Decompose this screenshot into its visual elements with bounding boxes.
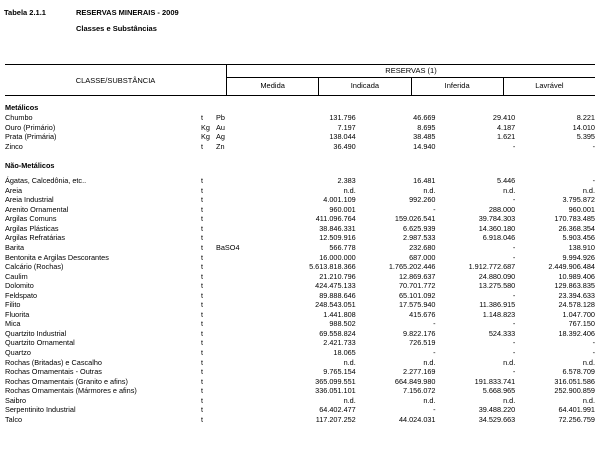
cell-lavravel: 5.903.456 xyxy=(562,233,595,243)
cell-lavravel: 767.150 xyxy=(568,319,595,329)
cell-substance: Saibro xyxy=(5,395,27,405)
cell-indicada: 7.156.072 xyxy=(403,386,436,396)
cell-unit: t xyxy=(201,262,204,272)
cell-medida: 336.051.101 xyxy=(315,386,356,396)
cell-medida: 4.001.109 xyxy=(323,195,356,205)
cell-inferida: 6.918.046 xyxy=(482,233,516,243)
table-row xyxy=(5,233,595,243)
cell-lavravel: - xyxy=(592,176,595,186)
cell-substance: Serpentinito Industrial xyxy=(5,405,76,415)
cell-symbol xyxy=(216,281,276,291)
cell-unit: t xyxy=(201,141,204,151)
cell-substance: Mica xyxy=(5,319,21,329)
cell-substance: Rochas Ornamentais - Outras xyxy=(5,367,102,377)
cell-indicada: 70.701.772 xyxy=(398,281,436,291)
reservas-subheaders xyxy=(226,77,595,95)
cell-substance: Ouro (Primário) xyxy=(5,122,56,132)
cell-symbol: BaSO4 xyxy=(216,243,240,253)
cell-substance: Quartzo xyxy=(5,348,31,358)
cell-inferida: 34.529.663 xyxy=(478,414,516,424)
cell-symbol xyxy=(216,205,276,215)
section-title: Não-Metálicos xyxy=(5,161,55,171)
cell-inferida: - xyxy=(512,367,516,377)
cell-indicada: 232.680 xyxy=(409,243,436,253)
table-row xyxy=(5,358,595,368)
table-body xyxy=(5,103,595,424)
cell-inferida: 5.668.965 xyxy=(482,386,516,396)
cell-substance: Zinco xyxy=(5,141,23,151)
cell-unit: t xyxy=(201,357,204,367)
table-title: RESERVAS MINERAIS - 2009 xyxy=(76,8,179,17)
cell-inferida: 29.410 xyxy=(492,113,516,122)
cell-medida: 248.543.051 xyxy=(315,300,356,310)
cell-unit: Kg xyxy=(201,132,210,142)
cell-lavravel: 72.256.759 xyxy=(558,414,595,424)
table-row xyxy=(5,272,595,282)
cell-lavravel: n.d. xyxy=(582,357,595,367)
cell-medida: 988.502 xyxy=(329,319,356,329)
cell-lavravel: 14.010 xyxy=(572,122,595,132)
table-row xyxy=(5,123,595,133)
cell-lavravel: 6.578.709 xyxy=(562,367,595,377)
cell-lavravel: 64.401.991 xyxy=(558,405,595,415)
cell-indicada: 17.575.940 xyxy=(398,300,436,310)
cell-indicada: 9.822.176 xyxy=(403,328,436,338)
table-row xyxy=(5,415,595,425)
cell-indicada: 2.277.169 xyxy=(403,367,436,377)
cell-symbol xyxy=(216,310,276,320)
cell-medida: 21.210.796 xyxy=(319,271,356,281)
cell-unit: t xyxy=(201,185,204,195)
cell-unit: t xyxy=(201,338,204,348)
cell-indicada: 415.676 xyxy=(409,309,436,319)
cell-indicada: - xyxy=(433,319,436,329)
cell-unit: t xyxy=(201,386,204,396)
cell-lavravel: 9.994.926 xyxy=(562,252,595,262)
cell-lavravel: 8.221 xyxy=(576,113,595,122)
cell-indicada: - xyxy=(433,204,436,214)
cell-symbol xyxy=(216,300,276,310)
cell-lavravel: 129.863.835 xyxy=(554,281,595,291)
cell-inferida: 1.621 xyxy=(496,132,516,142)
cell-medida: 7.197 xyxy=(337,122,356,132)
cell-symbol xyxy=(216,214,276,224)
cell-symbol xyxy=(216,224,276,234)
table-subtitle: Classes e Substâncias xyxy=(76,24,157,33)
cell-medida: 1.441.808 xyxy=(323,309,356,319)
cell-inferida: - xyxy=(512,195,516,205)
cell-lavravel: n.d. xyxy=(582,395,595,405)
cell-medida: 365.099.551 xyxy=(315,376,356,386)
table-row xyxy=(5,224,595,234)
col-reservas-header: RESERVAS (1) xyxy=(226,65,595,78)
cell-indicada: 726.519 xyxy=(409,338,436,348)
cell-inferida: 13.275.580 xyxy=(478,281,516,291)
cell-indicada: 14.940 xyxy=(413,141,436,151)
cell-symbol xyxy=(216,415,276,425)
cell-indicada: - xyxy=(433,405,436,415)
cell-medida: 2.383 xyxy=(337,176,356,186)
cell-medida: 36.490 xyxy=(333,141,356,151)
table-row xyxy=(5,113,595,123)
cell-unit: t xyxy=(201,405,204,415)
table-row xyxy=(5,132,595,142)
cell-inferida: - xyxy=(512,141,516,151)
cell-symbol: Au xyxy=(216,122,225,132)
cell-unit: t xyxy=(201,328,204,338)
cell-substance: Feldspato xyxy=(5,290,38,300)
cell-unit: t xyxy=(201,214,204,224)
table-row xyxy=(5,214,595,224)
cell-substance: Argilas Comuns xyxy=(5,214,57,224)
cell-indicada: - xyxy=(433,348,436,358)
cell-inferida: 191.833.741 xyxy=(474,376,516,386)
cell-indicada: 1.765.202.446 xyxy=(388,262,436,272)
table-header xyxy=(5,64,595,96)
cell-symbol xyxy=(216,319,276,329)
cell-medida: 64.402.477 xyxy=(319,405,356,415)
cell-unit: t xyxy=(201,243,204,253)
cell-lavravel: 960.001 xyxy=(568,204,595,214)
cell-unit: t xyxy=(201,223,204,233)
cell-indicada: 65.101.092 xyxy=(398,290,436,300)
table-row xyxy=(5,319,595,329)
cell-inferida: - xyxy=(512,243,516,253)
cell-medida: n.d. xyxy=(343,185,356,195)
cell-inferida: n.d. xyxy=(503,185,516,195)
cell-lavravel: 170.783.485 xyxy=(554,214,595,224)
cell-indicada: 16.481 xyxy=(413,176,436,186)
cell-inferida: - xyxy=(512,338,516,348)
cell-inferida: 11.386.915 xyxy=(479,300,516,310)
table-row xyxy=(5,348,595,358)
cell-lavravel: 138.910 xyxy=(568,243,595,253)
cell-indicada: 6.625.939 xyxy=(403,223,436,233)
table-row xyxy=(5,396,595,406)
cell-inferida: - xyxy=(512,252,516,262)
cell-unit: t xyxy=(201,281,204,291)
cell-lavravel: - xyxy=(592,141,595,151)
cell-unit: t xyxy=(201,113,204,122)
cell-inferida: 39.784.303 xyxy=(478,214,516,224)
cell-lavravel: 3.795.872 xyxy=(562,195,595,205)
cell-substance: Rochas (Britadas) e Cascalho xyxy=(5,357,102,367)
cell-lavravel: 1.047.700 xyxy=(562,309,595,319)
cell-indicada: n.d. xyxy=(423,395,436,405)
cell-unit: t xyxy=(201,195,204,205)
cell-inferida: n.d. xyxy=(503,395,516,405)
cell-medida: 5.613.818.366 xyxy=(309,262,356,272)
cell-inferida: - xyxy=(512,290,516,300)
cell-substance: Bentonita e Argilas Descorantes xyxy=(5,252,109,262)
table-row xyxy=(5,291,595,301)
table-row xyxy=(5,243,595,253)
cell-substance: Talco xyxy=(5,414,23,424)
cell-unit: t xyxy=(201,204,204,214)
table-id: Tabela 2.1.1 xyxy=(4,8,46,17)
cell-indicada: 159.026.541 xyxy=(394,214,436,224)
cell-unit: t xyxy=(201,233,204,243)
table-row xyxy=(5,377,595,387)
cell-unit: t xyxy=(201,300,204,310)
cell-symbol xyxy=(216,233,276,243)
cell-symbol: Pb xyxy=(216,113,225,122)
col-lavravel-header: Lavrável xyxy=(503,77,595,95)
section-title: Metálicos xyxy=(5,103,39,112)
cell-substance: Quartzito Ornamental xyxy=(5,338,75,348)
cell-medida: 117.207.252 xyxy=(315,414,356,424)
cell-indicada: 12.869.637 xyxy=(398,271,436,281)
cell-lavravel: 252.900.859 xyxy=(554,386,595,396)
cell-symbol xyxy=(216,377,276,387)
cell-medida: 411.096.764 xyxy=(315,214,356,224)
table-row xyxy=(5,142,595,152)
cell-lavravel: 26.368.354 xyxy=(558,223,595,233)
cell-indicada: 2.987.533 xyxy=(403,233,436,243)
table-row xyxy=(5,186,595,196)
cell-symbol xyxy=(216,253,276,263)
cell-medida: 9.765.154 xyxy=(323,367,356,377)
table-row xyxy=(5,386,595,396)
cell-inferida: 39.488.220 xyxy=(478,405,516,415)
cell-substance: Calcário (Rochas) xyxy=(5,262,64,272)
cell-lavravel: 24.578.128 xyxy=(558,300,595,310)
cell-inferida: 524.333 xyxy=(488,328,516,338)
cell-indicada: 664.849.980 xyxy=(394,376,436,386)
cell-lavravel: - xyxy=(592,348,595,358)
cell-inferida: 1.148.823 xyxy=(482,309,516,319)
table-row xyxy=(5,195,595,205)
cell-substance: Argilas Refratárias xyxy=(5,233,66,243)
cell-symbol xyxy=(216,186,276,196)
cell-inferida: n.d. xyxy=(503,357,516,367)
cell-unit: t xyxy=(201,414,204,424)
cell-unit: t xyxy=(201,395,204,405)
cell-medida: 69.558.824 xyxy=(319,328,356,338)
cell-indicada: 44.024.031 xyxy=(398,414,436,424)
cell-indicada: 46.669 xyxy=(413,113,436,122)
cell-lavravel: n.d. xyxy=(582,185,595,195)
table-row xyxy=(5,405,595,415)
cell-substance: Quartzito Industrial xyxy=(5,328,67,338)
cell-lavravel: 23.394.633 xyxy=(558,290,595,300)
cell-indicada: 992.260 xyxy=(409,195,436,205)
table-row xyxy=(5,253,595,263)
cell-symbol xyxy=(216,405,276,415)
cell-medida: 18.065 xyxy=(333,348,356,358)
cell-symbol xyxy=(216,329,276,339)
cell-inferida: 5.446 xyxy=(496,176,516,186)
cell-inferida: - xyxy=(512,319,516,329)
table-row xyxy=(5,310,595,320)
cell-medida: 960.001 xyxy=(329,204,356,214)
cell-medida: 16.000.000 xyxy=(319,252,356,262)
cell-substance: Areia xyxy=(5,185,23,195)
cell-symbol xyxy=(216,272,276,282)
cell-symbol xyxy=(216,358,276,368)
cell-substance: Argilas Plásticas xyxy=(5,223,59,233)
table-row xyxy=(5,300,595,310)
cell-substance: Caulim xyxy=(5,271,28,281)
cell-inferida: 288.000 xyxy=(488,204,516,214)
cell-unit: Kg xyxy=(201,122,210,132)
cell-inferida: - xyxy=(512,348,516,358)
cell-lavravel: 5.395 xyxy=(576,132,595,142)
cell-unit: t xyxy=(201,319,204,329)
cell-substance: Arenito Ornamental xyxy=(5,204,69,214)
cell-inferida: 24.880.090 xyxy=(478,271,516,281)
col-indicada-header: Indicada xyxy=(318,77,410,95)
cell-lavravel: 2.449.906.484 xyxy=(548,262,595,272)
cell-unit: t xyxy=(201,348,204,358)
cell-indicada: 38.485 xyxy=(413,132,436,142)
cell-symbol: Ag xyxy=(216,132,225,142)
cell-lavravel: - xyxy=(592,338,595,348)
cell-symbol xyxy=(216,176,276,186)
cell-symbol xyxy=(216,386,276,396)
cell-substance: Filito xyxy=(5,300,21,310)
cell-unit: t xyxy=(201,309,204,319)
cell-unit: t xyxy=(201,252,204,262)
cell-medida: 38.846.331 xyxy=(319,223,356,233)
cell-symbol xyxy=(216,396,276,406)
col-medida-header: Medida xyxy=(226,77,318,95)
cell-medida: n.d. xyxy=(343,395,356,405)
cell-medida: 89.888.646 xyxy=(319,290,356,300)
table-row xyxy=(5,262,595,272)
cell-lavravel: 316.051.586 xyxy=(554,376,595,386)
cell-substance: Prata (Primária) xyxy=(5,132,57,142)
cell-medida: 424.475.133 xyxy=(315,281,356,291)
cell-substance: Fluorita xyxy=(5,309,30,319)
cell-inferida: 4.187 xyxy=(496,122,516,132)
cell-symbol: Zn xyxy=(216,141,225,151)
table-row xyxy=(5,338,595,348)
cell-lavravel: 18.392.406 xyxy=(558,328,595,338)
cell-symbol xyxy=(216,195,276,205)
cell-substance: Dolomito xyxy=(5,281,34,291)
cell-symbol xyxy=(216,338,276,348)
cell-symbol xyxy=(216,348,276,358)
table-row xyxy=(5,367,595,377)
cell-medida: 131.796 xyxy=(329,113,356,122)
cell-inferida: 1.912.772.687 xyxy=(468,262,516,272)
cell-indicada: n.d. xyxy=(423,185,436,195)
col-inferida-header: Inferida xyxy=(411,77,503,95)
cell-substance: Chumbo xyxy=(5,113,33,122)
cell-symbol xyxy=(216,291,276,301)
table-row xyxy=(5,281,595,291)
cell-symbol xyxy=(216,262,276,272)
cell-substance: Ágatas, Calcedônia, etc.. xyxy=(5,176,87,186)
cell-medida: 2.421.733 xyxy=(323,338,356,348)
cell-substance: Areia Industrial xyxy=(5,195,54,205)
cell-indicada: n.d. xyxy=(423,357,436,367)
cell-medida: n.d. xyxy=(343,357,356,367)
cell-symbol xyxy=(216,367,276,377)
table-row xyxy=(5,176,595,186)
cell-inferida: 14.360.180 xyxy=(478,223,516,233)
cell-medida: 566.778 xyxy=(329,243,356,253)
cell-unit: t xyxy=(201,376,204,386)
table-row xyxy=(5,205,595,215)
cell-unit: t xyxy=(201,290,204,300)
cell-substance: Barita xyxy=(5,243,25,253)
cell-substance: Rochas Ornamentais (Mármores e afins) xyxy=(5,386,137,396)
cell-medida: 138.044 xyxy=(329,132,356,142)
cell-substance: Rochas Ornamentais (Granito e afins) xyxy=(5,376,128,386)
cell-indicada: 687.000 xyxy=(409,252,436,262)
table-row xyxy=(5,329,595,339)
cell-lavravel: 10.989.406 xyxy=(558,271,595,281)
col-classe-header: CLASSE/SUBSTÂNCIA xyxy=(75,75,156,85)
cell-unit: t xyxy=(201,176,204,186)
cell-unit: t xyxy=(201,367,204,377)
reserves-table xyxy=(5,64,595,424)
cell-indicada: 8.695 xyxy=(417,122,436,132)
cell-medida: 12.509.916 xyxy=(319,233,356,243)
cell-unit: t xyxy=(201,271,204,281)
